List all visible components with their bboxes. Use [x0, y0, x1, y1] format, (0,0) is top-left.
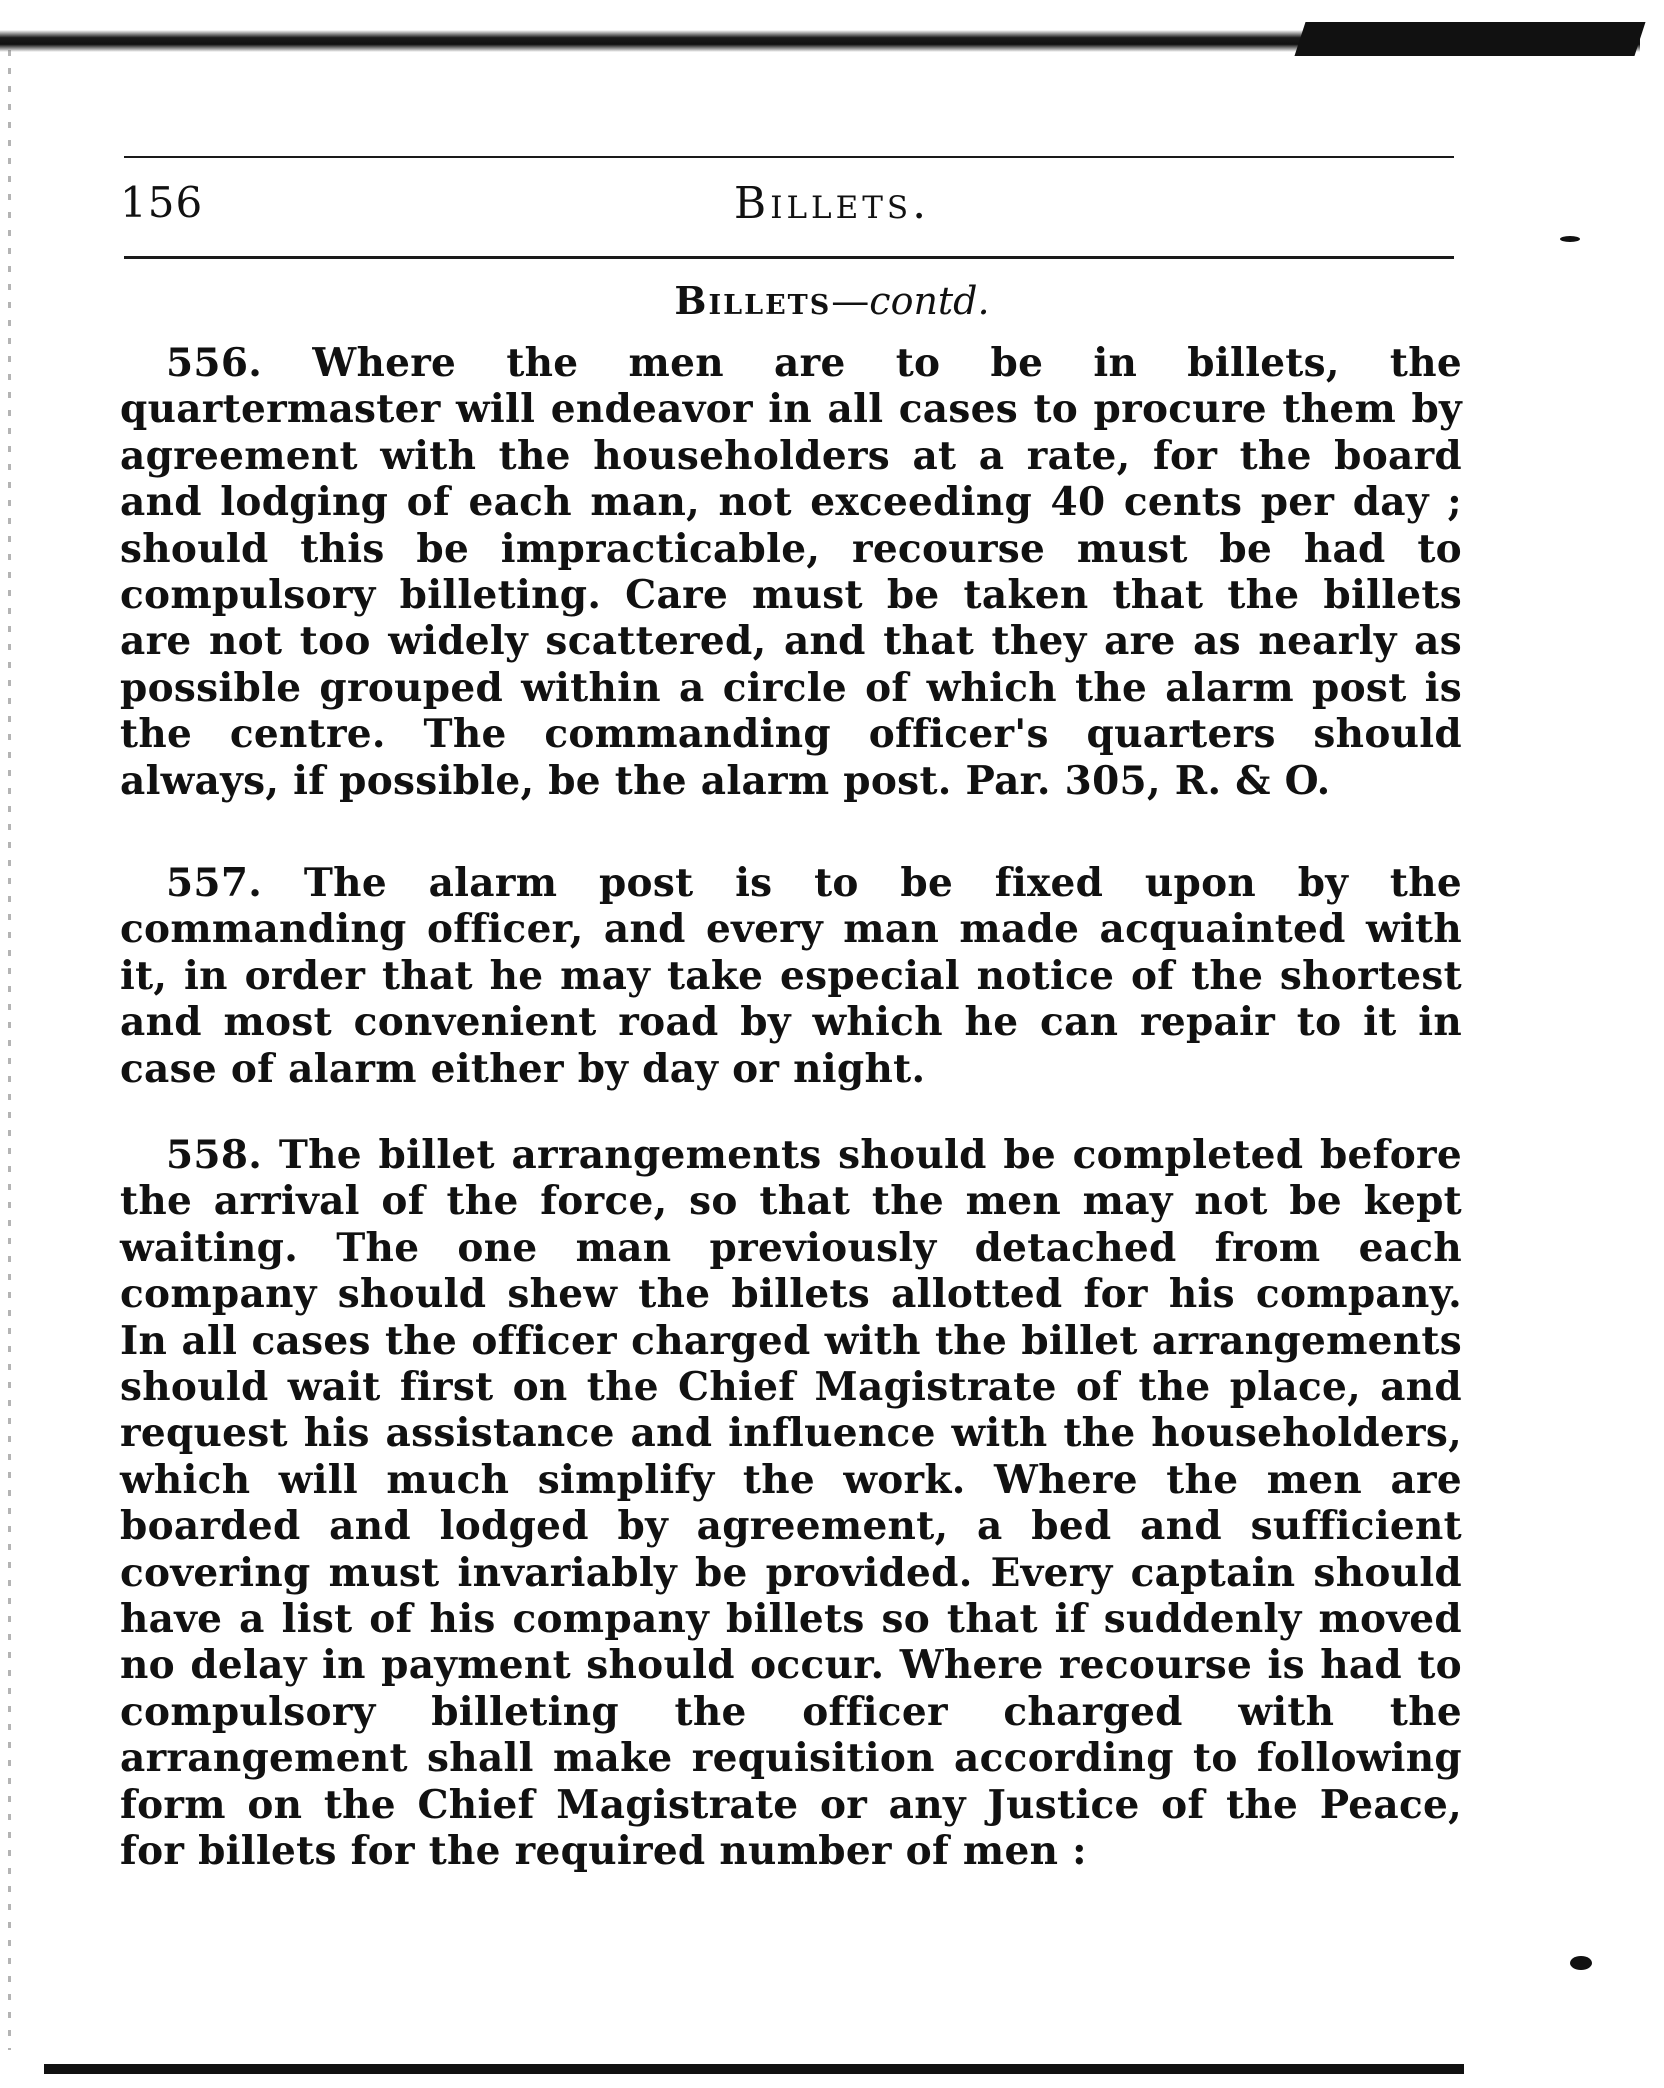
paragraph-number: 557.: [166, 860, 263, 906]
paragraph-557: [120, 860, 1462, 1092]
section-heading: [0, 278, 1664, 323]
section-heading-dash: —: [831, 279, 870, 323]
page-number: 156: [120, 178, 204, 227]
running-head: [0, 178, 1664, 229]
paragraph-556: [120, 340, 1462, 804]
scan-border-top-corner: [1294, 22, 1645, 56]
running-head-text: Billets.: [733, 178, 931, 229]
scan-speck: [1570, 1956, 1592, 1970]
paragraph-number: 558.: [166, 1132, 263, 1178]
paragraph-text: The alarm post is to be fixed upon by the commanding officer, and every man made acquainted with it, in order that he may take especial notice of the shortest and most convenient road by which he can repair to it in case of alarm either by day or night.: [120, 860, 1462, 1092]
paragraph-558: [120, 1132, 1462, 1875]
paragraph-text: The billet arrangements should be completed before the arrival of the force, so that the men may not be kept waiting. The one man previously detached from each company should shew the billets allotted for his company. In all cases the officer charged with the billet arrangements should wait first on the Chief Magistrate of the place, and request his assistance and influence with the householders, which will much simplify the work. Where the men are boarded and lodged by agreement, a bed and sufficient covering must invariably be provided. Every captain should have a list of his company billets so that if suddenly moved no delay in payment should occur. Where recourse is had to compulsory billeting the officer charged with the arrangement shall make requisition according to following form on the Chief Magistrate or any Justice of the Peace, for billets for the required number of men :: [120, 1132, 1462, 1875]
scan-border-left: [8, 50, 11, 2050]
section-heading-title: Billets: [674, 278, 832, 323]
paragraph-text: Where the men are to be in billets, the quartermaster will endeavor in all cases to procure them by agreement with the householders at a rate, for the board and lodging of each man, not exceeding 40 cents per day ; should this be impracticable, recourse must be had to compulsory billeting. Care must be taken that the billets are not too widely scattered, and that they are as nearly as possible grouped within a circle of which the alarm post is the centre. The commanding officer's quarters should always, if possible, be the alarm post. Par. 305, R. & O.: [120, 340, 1462, 804]
section-heading-continuation: contd.: [869, 279, 990, 323]
header-rule-bottom: [124, 256, 1454, 259]
scan-speck: [1560, 236, 1580, 242]
header-rule-top: [124, 156, 1454, 158]
paragraph-number: 556.: [166, 340, 263, 386]
scan-border-bottom: [44, 2064, 1464, 2074]
